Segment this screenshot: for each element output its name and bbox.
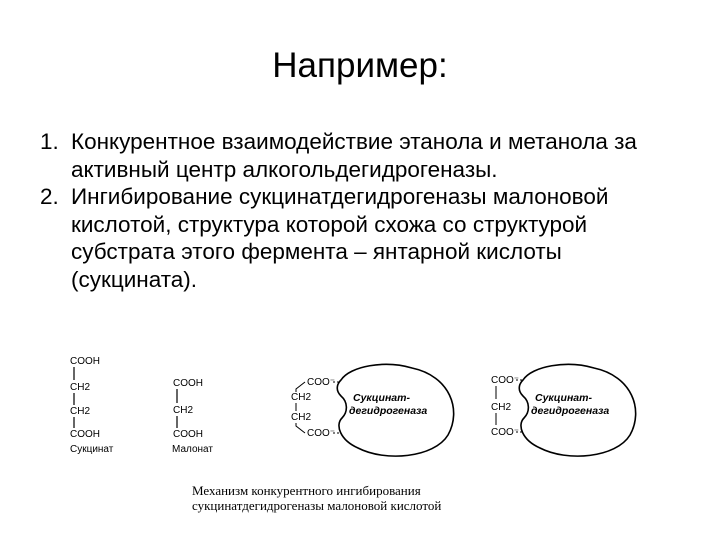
caption-line-1: Механизм конкурентного ингибирования <box>192 483 421 498</box>
complex1-bottom-group: COO⁻ <box>307 428 336 439</box>
complex1-ch2-2: CH2 <box>291 412 312 423</box>
enzyme1-name-line2: дегидрогеназа <box>349 405 428 417</box>
slide-title: Например: <box>272 46 448 85</box>
succinate-bottom-group: COOH <box>70 429 100 440</box>
caption-line-2: сукцинатдегидрогеназы малоновой кислотой <box>192 498 442 513</box>
malonate-ch2: CH2 <box>173 405 194 416</box>
succinate-top-group: COOH <box>70 356 100 367</box>
enzyme2-name-line1: Сукцинат- <box>535 392 592 404</box>
succinate-ch2-1: CH2 <box>70 382 91 393</box>
succinate-ch2-2: CH2 <box>70 406 91 417</box>
enzyme1-name-line1: Сукцинат- <box>353 392 410 404</box>
list-item-number: 1. <box>40 129 59 154</box>
malonate-label: Малонат <box>172 444 213 455</box>
complex2-top-group: COO⁻ <box>491 375 520 386</box>
malonate-structure <box>172 378 213 455</box>
succinate-label: Сукцинат <box>70 444 114 455</box>
enzyme2-name-line2: дегидрогеназа <box>531 405 610 417</box>
malonate-top-group: COOH <box>173 378 203 389</box>
enzyme-inhibitor-complex <box>491 364 636 456</box>
list-item-number: 2. <box>40 184 59 209</box>
figure-caption <box>192 483 532 513</box>
enzyme-substrate-complex <box>291 364 454 456</box>
succinate-structure <box>70 356 114 455</box>
complex1-ch2-1: CH2 <box>291 392 312 403</box>
complex1-top-group: COO⁻ <box>307 377 336 388</box>
complex2-bottom-group: COO⁻ <box>491 427 520 438</box>
list-item-text: Ингибирование сукцинатдегидрогеназы малоновой кислотой, структура которой схожа со структурой субстрата этого фермента – янтарной кислоты (сукцината). <box>71 184 609 292</box>
list-item-text: Конкурентное взаимодействие этанола и метанола за активный центр алкогольдегидрогеназы. <box>71 129 637 182</box>
complex2-ch2: CH2 <box>491 402 512 413</box>
malonate-bottom-group: COOH <box>173 429 203 440</box>
